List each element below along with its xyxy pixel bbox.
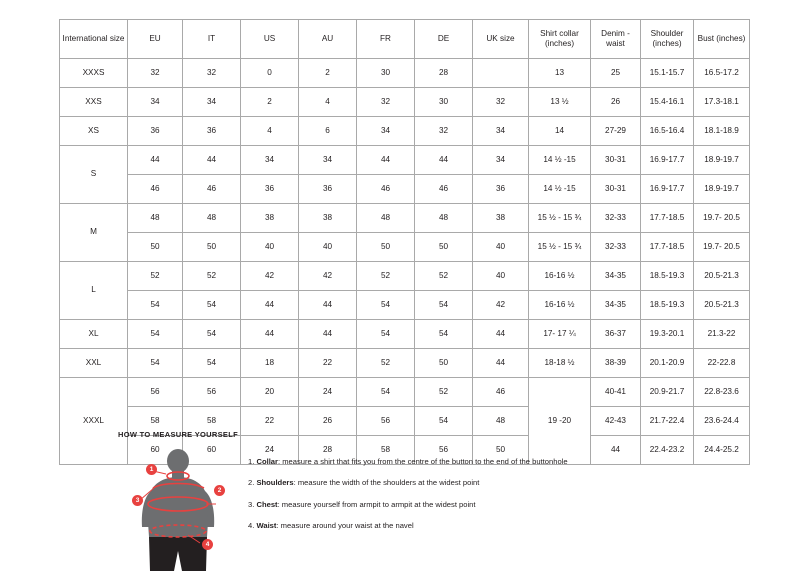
- cell-de: 46: [415, 175, 473, 204]
- cell-bust: 24.4-25.2: [694, 436, 750, 465]
- step-label: Collar: [256, 457, 278, 466]
- measurement-figure: [118, 447, 238, 572]
- cell-uk: 36: [473, 175, 529, 204]
- cell-eu: 32: [128, 59, 183, 88]
- step-number: 2.: [248, 478, 255, 488]
- cell-it: 50: [183, 233, 241, 262]
- cell-collar: 14 ½ -15: [529, 175, 591, 204]
- col-header-shirt-collar: Shirt collar (inches): [529, 20, 591, 59]
- cell-au: 28: [299, 436, 357, 465]
- cell-de: 54: [415, 320, 473, 349]
- list-item: [248, 457, 568, 467]
- cell-de: 52: [415, 378, 473, 407]
- col-header-international-size: International size: [60, 20, 128, 59]
- step-label: Shoulders: [256, 478, 294, 488]
- cell-fr: 32: [357, 88, 415, 117]
- cell-au: 44: [299, 291, 357, 320]
- cell-bust: 16.5-17.2: [694, 59, 750, 88]
- cell-us: 34: [241, 146, 299, 175]
- col-header-au: AU: [299, 20, 357, 59]
- how-to-measure-body: [118, 447, 738, 572]
- cell-us: 18: [241, 349, 299, 378]
- cell-denim: 32-33: [591, 233, 641, 262]
- cell-denim: 25: [591, 59, 641, 88]
- marker-2: 2: [214, 485, 225, 496]
- cell-bust: 18.1-18.9: [694, 117, 750, 146]
- cell-fr: 52: [357, 349, 415, 378]
- cell-shoulder: 22.4-23.2: [641, 436, 694, 465]
- cell-us: 44: [241, 320, 299, 349]
- cell-uk: 32: [473, 88, 529, 117]
- cell-it: 48: [183, 204, 241, 233]
- cell-denim: 36-37: [591, 320, 641, 349]
- cell-us: 4: [241, 117, 299, 146]
- table-row: [60, 320, 750, 349]
- cell-us: 20: [241, 378, 299, 407]
- cell-collar: 14 ½ -15: [529, 146, 591, 175]
- cell-uk: 42: [473, 291, 529, 320]
- cell-collar: 15 ½ - 15 ¾: [529, 233, 591, 262]
- cell-denim: 32-33: [591, 204, 641, 233]
- table-body: [60, 59, 750, 465]
- cell-fr: 56: [357, 407, 415, 436]
- marker-3: 3: [132, 495, 143, 506]
- cell-it: 36: [183, 117, 241, 146]
- cell-it: 32: [183, 59, 241, 88]
- cell-eu: 44: [128, 146, 183, 175]
- step-text: : measure the width of the shoulders at the widest point: [293, 478, 480, 488]
- table-row: [60, 262, 750, 291]
- cell-de: 44: [415, 146, 473, 175]
- cell-au: 6: [299, 117, 357, 146]
- cell-it: 58: [183, 407, 241, 436]
- cell-collar: 15 ½ - 15 ¾: [529, 204, 591, 233]
- cell-eu: 54: [128, 349, 183, 378]
- cell-eu: 56: [128, 378, 183, 407]
- measurement-steps-list: [248, 447, 568, 542]
- marker-4: 4: [202, 539, 213, 550]
- cell-de: 56: [415, 436, 473, 465]
- cell-denim: 44: [591, 436, 641, 465]
- cell-shoulder: 16.9-17.7: [641, 146, 694, 175]
- cell-eu: 46: [128, 175, 183, 204]
- cell-shoulder: 19.3-20.1: [641, 320, 694, 349]
- table-row: [60, 291, 750, 320]
- cell-uk: 40: [473, 233, 529, 262]
- list-item: [248, 521, 568, 531]
- step-text: : measure yourself from armpit to armpit at the widest point: [277, 499, 476, 509]
- cell-denim: 38-39: [591, 349, 641, 378]
- cell-denim: 42-43: [591, 407, 641, 436]
- cell-fr: 48: [357, 204, 415, 233]
- col-header-denim-waist: Denim - waist: [591, 20, 641, 59]
- cell-shoulder: 16.9-17.7: [641, 175, 694, 204]
- cell-collar: 16-16 ½: [529, 262, 591, 291]
- cell-bust: 20.5-21.3: [694, 291, 750, 320]
- cell-denim: 40-41: [591, 378, 641, 407]
- cell-eu: 36: [128, 117, 183, 146]
- cell-shoulder: 17.7-18.5: [641, 204, 694, 233]
- table-row: [60, 349, 750, 378]
- cell-bust: 19.7- 20.5: [694, 204, 750, 233]
- cell-denim: 30-31: [591, 175, 641, 204]
- cell-fr: 54: [357, 320, 415, 349]
- cell-denim: 26: [591, 88, 641, 117]
- cell-au: 42: [299, 262, 357, 291]
- cell-shoulder: 16.5-16.4: [641, 117, 694, 146]
- cell-intl-size: XL: [60, 320, 128, 349]
- col-header-de: DE: [415, 20, 473, 59]
- step-label: Waist: [256, 520, 277, 530]
- cell-de: 50: [415, 233, 473, 262]
- how-to-measure-title: HOW TO MEASURE YOURSELF: [118, 430, 238, 439]
- cell-au: 22: [299, 349, 357, 378]
- table-row: [60, 88, 750, 117]
- cell-au: 38: [299, 204, 357, 233]
- cell-de: 54: [415, 407, 473, 436]
- cell-denim: 34-35: [591, 262, 641, 291]
- cell-intl-size: XXL: [60, 349, 128, 378]
- table-row: [60, 204, 750, 233]
- cell-au: 40: [299, 233, 357, 262]
- cell-uk: 46: [473, 378, 529, 407]
- cell-bust: 18.9-19.7: [694, 146, 750, 175]
- cell-au: 24: [299, 378, 357, 407]
- cell-de: 28: [415, 59, 473, 88]
- col-header-shoulder: Shoulder (inches): [641, 20, 694, 59]
- cell-eu: 60: [128, 436, 183, 465]
- cell-fr: 54: [357, 378, 415, 407]
- table-row: [60, 233, 750, 262]
- cell-bust: 21.3-22: [694, 320, 750, 349]
- cell-bust: 17.3-18.1: [694, 88, 750, 117]
- table-row: [60, 175, 750, 204]
- cell-it: 46: [183, 175, 241, 204]
- cell-collar: 13 ½: [529, 88, 591, 117]
- cell-us: 44: [241, 291, 299, 320]
- cell-shoulder: 15.4-16.1: [641, 88, 694, 117]
- cell-bust: 22-22.8: [694, 349, 750, 378]
- cell-it: 54: [183, 349, 241, 378]
- col-header-eu: EU: [128, 20, 183, 59]
- cell-de: 30: [415, 88, 473, 117]
- cell-shoulder: 17.7-18.5: [641, 233, 694, 262]
- cell-au: 26: [299, 407, 357, 436]
- table-row: [60, 59, 750, 88]
- cell-shoulder: 18.5-19.3: [641, 291, 694, 320]
- cell-fr: 30: [357, 59, 415, 88]
- cell-de: 32: [415, 117, 473, 146]
- cell-shoulder: 20.9-21.7: [641, 378, 694, 407]
- cell-shoulder: 15.1-15.7: [641, 59, 694, 88]
- step-number: 4.: [248, 520, 255, 530]
- cell-us: 2: [241, 88, 299, 117]
- cell-eu: 50: [128, 233, 183, 262]
- cell-eu: 48: [128, 204, 183, 233]
- cell-fr: 44: [357, 146, 415, 175]
- cell-au: 4: [299, 88, 357, 117]
- cell-uk: 34: [473, 146, 529, 175]
- cell-us: 40: [241, 233, 299, 262]
- cell-uk: 44: [473, 349, 529, 378]
- cell-collar: 16-16 ½: [529, 291, 591, 320]
- cell-bust: 23.6-24.4: [694, 407, 750, 436]
- cell-uk: 34: [473, 117, 529, 146]
- cell-uk: 40: [473, 262, 529, 291]
- table-row: [60, 117, 750, 146]
- body-diagram-icon: [118, 447, 238, 575]
- cell-eu: 54: [128, 291, 183, 320]
- cell-uk: 48: [473, 407, 529, 436]
- col-header-bust: Bust (inches): [694, 20, 750, 59]
- cell-uk: 38: [473, 204, 529, 233]
- cell-it: 54: [183, 291, 241, 320]
- cell-de: 50: [415, 349, 473, 378]
- cell-fr: 46: [357, 175, 415, 204]
- cell-fr: 58: [357, 436, 415, 465]
- how-to-measure-section: [118, 430, 738, 572]
- cell-au: 2: [299, 59, 357, 88]
- cell-collar: 17- 17 ¼: [529, 320, 591, 349]
- cell-intl-size: M: [60, 204, 128, 262]
- table-row: [60, 146, 750, 175]
- cell-uk: [473, 59, 529, 88]
- cell-intl-size: XS: [60, 117, 128, 146]
- list-item: [248, 478, 568, 488]
- cell-intl-size: S: [60, 146, 128, 204]
- cell-collar: 13: [529, 59, 591, 88]
- cell-eu: 34: [128, 88, 183, 117]
- size-chart-table: [59, 19, 750, 465]
- cell-uk: 50: [473, 436, 529, 465]
- cell-fr: 34: [357, 117, 415, 146]
- step-text: : measure a shirt that fits you from the centre of the button to the end of the buttonhole: [278, 457, 568, 466]
- cell-shoulder: 20.1-20.9: [641, 349, 694, 378]
- cell-collar: 14: [529, 117, 591, 146]
- cell-fr: 50: [357, 233, 415, 262]
- cell-uk: 44: [473, 320, 529, 349]
- cell-de: 48: [415, 204, 473, 233]
- cell-de: 54: [415, 291, 473, 320]
- cell-denim: 30-31: [591, 146, 641, 175]
- cell-us: 24: [241, 436, 299, 465]
- marker-1: 1: [146, 464, 157, 475]
- cell-denim: 34-35: [591, 291, 641, 320]
- cell-us: 22: [241, 407, 299, 436]
- step-number: 3.: [248, 499, 255, 509]
- cell-it: 52: [183, 262, 241, 291]
- cell-eu: 58: [128, 407, 183, 436]
- step-label: Chest: [256, 499, 278, 509]
- cell-shoulder: 21.7-22.4: [641, 407, 694, 436]
- cell-it: 56: [183, 378, 241, 407]
- cell-eu: 54: [128, 320, 183, 349]
- cell-fr: 54: [357, 291, 415, 320]
- cell-us: 42: [241, 262, 299, 291]
- cell-us: 38: [241, 204, 299, 233]
- cell-collar: 19 -20: [529, 378, 591, 465]
- cell-au: 34: [299, 146, 357, 175]
- col-header-uk-size: UK size: [473, 20, 529, 59]
- cell-intl-size: XXXS: [60, 59, 128, 88]
- table-row: [60, 378, 750, 407]
- cell-de: 52: [415, 262, 473, 291]
- step-text: : measure around your waist at the navel: [276, 520, 414, 530]
- cell-collar: 18-18 ½: [529, 349, 591, 378]
- cell-us: 0: [241, 59, 299, 88]
- cell-bust: 22.8-23.6: [694, 378, 750, 407]
- cell-it: 44: [183, 146, 241, 175]
- cell-au: 44: [299, 320, 357, 349]
- cell-intl-size: XXS: [60, 88, 128, 117]
- cell-it: 60: [183, 436, 241, 465]
- cell-bust: 18.9-19.7: [694, 175, 750, 204]
- cell-intl-size: L: [60, 262, 128, 320]
- table-header-row: [60, 20, 750, 59]
- cell-denim: 27-29: [591, 117, 641, 146]
- cell-bust: 19.7- 20.5: [694, 233, 750, 262]
- col-header-it: IT: [183, 20, 241, 59]
- cell-au: 36: [299, 175, 357, 204]
- cell-eu: 52: [128, 262, 183, 291]
- cell-us: 36: [241, 175, 299, 204]
- cell-it: 54: [183, 320, 241, 349]
- cell-intl-size: XXXL: [60, 378, 128, 465]
- cell-fr: 52: [357, 262, 415, 291]
- cell-bust: 20.5-21.3: [694, 262, 750, 291]
- col-header-fr: FR: [357, 20, 415, 59]
- list-item: [248, 500, 568, 510]
- cell-it: 34: [183, 88, 241, 117]
- col-header-us: US: [241, 20, 299, 59]
- step-number: 1.: [248, 457, 255, 466]
- cell-shoulder: 18.5-19.3: [641, 262, 694, 291]
